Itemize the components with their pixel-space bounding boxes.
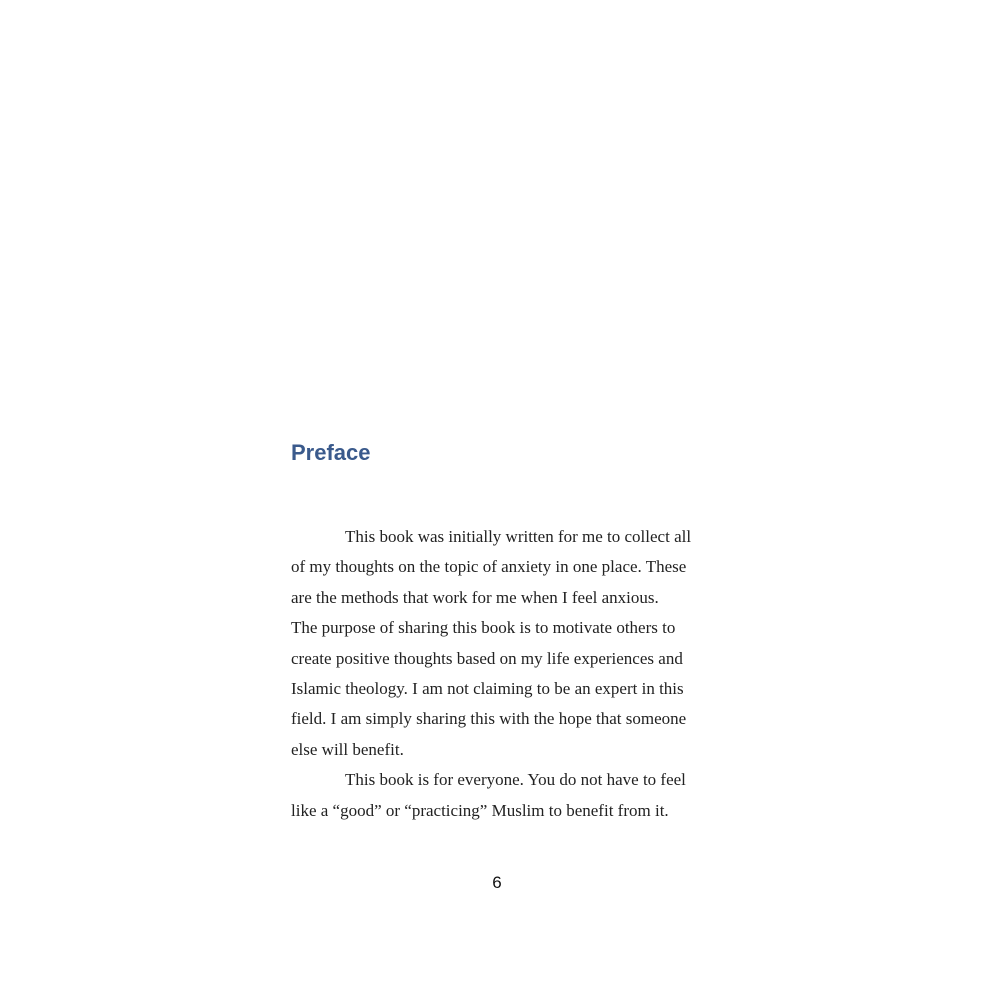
section-heading: Preface — [291, 440, 371, 465]
text-line: The purpose of sharing this book is to motivate others to — [291, 618, 676, 638]
page-number: 6 — [492, 873, 502, 892]
body-text — [291, 522, 711, 826]
text-line: Islamic theology. I am not claiming to be an expert in this — [291, 678, 684, 698]
text-line: are the methods that work for me when I feel anxious. — [291, 587, 659, 607]
text-line: like a “good” or “practicing” Muslim to benefit from it. — [291, 800, 669, 820]
text-line: This book was initially written for me to collect all — [345, 527, 692, 546]
text-line: create positive thoughts based on my life experiences and — [291, 648, 683, 668]
text-line: This book is for everyone. You do not have to feel — [345, 770, 686, 790]
text-line: of my thoughts on the topic of anxiety in one place. These — [291, 557, 687, 577]
text-line: field. I am simply sharing this with the hope that someone — [291, 709, 687, 729]
text-line: else will benefit. — [291, 739, 404, 759]
